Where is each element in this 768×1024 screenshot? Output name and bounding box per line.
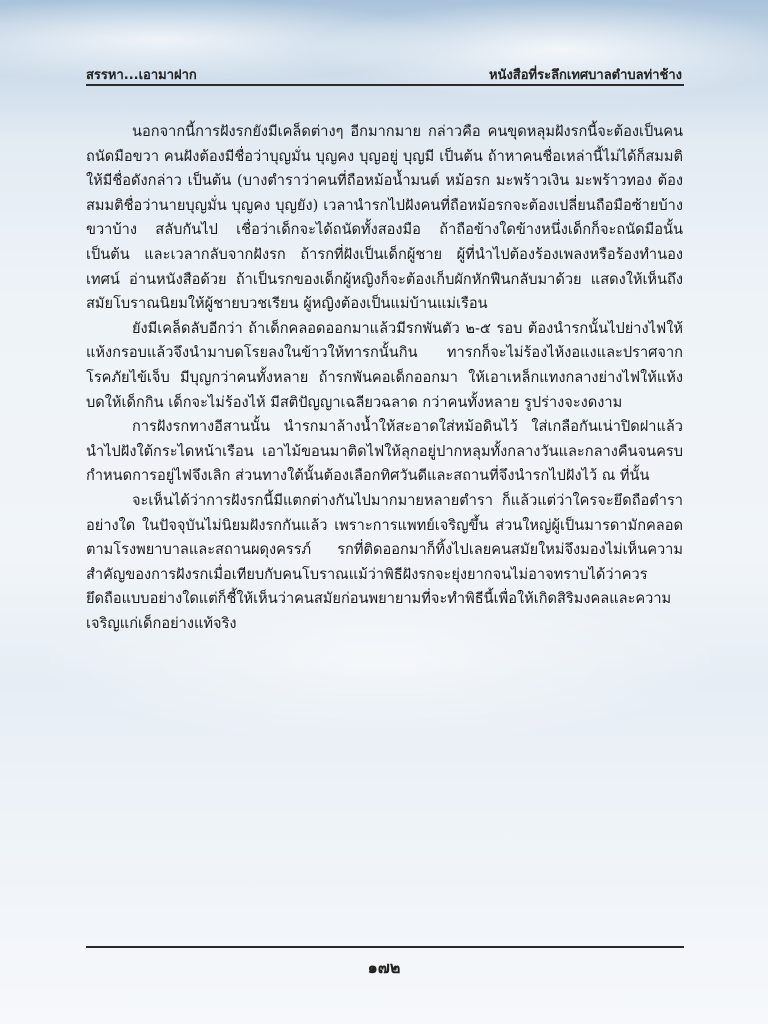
paragraph-umbilical-cord-beliefs: ยังมีเคล็ดลับอีกว่า ถ้าเด็กคลอดออกมาแล้วมีรกพันตัว ๒-๕ รอบ ต้องนำรกนั้นไปย่างไฟให้แห้งกรอบแล้วจึงนำมาบดโรยลงในข้าวให้ทารกนั้นกิน ทารกก็จะไม่ร้องไห้งอแงและปราศจากโรคภัยไข้เจ็บ มีบุญกว่าคนทั้งหลาย ถ้ารกพันคอเด็กออกมา ให้เอาเหล็กแทงกลางย่างไฟให้แห้งบดให้เด็กกิน เด็กจะไม่ร้องไห้ มีสติปัญญาเฉลียวฉลาด กว่าคนทั้งหลาย รูปร่างจะงดงาม (86, 319, 683, 411)
page-number: ๑๗๒ (367, 958, 401, 977)
article-body (86, 120, 683, 636)
footer-divider (86, 946, 684, 948)
header-book-title: หนังสือที่ระลึกเทศบาลตำบลท่าช้าง (488, 67, 682, 83)
running-header (86, 64, 682, 84)
paragraph-placenta-burial-customs: นอกจากนี้การฝังรกยังมีเคล็ดต่างๆ อีกมากมาย กล่าวคือ คนขุดหลุมฝังรกนี้จะต้องเป็นคนถนัดมือขวา คนฝังต้องมีชื่อว่าบุญมั่น บุญคง บุญอยู่ บุญมี เป็นต้น ถ้าหาคนชื่อเหล่านี้ไม่ได้ก็สมมติให้มีชื่อดังกล่าว เป็นต้น (บางตำราว่าคนที่ถือหม้อน้ำมนต์ หม้อรก มะพร้าวเงิน มะพร้าวทอง ต้องสมมติชื่อว่านายบุญมั่น บุญคง บุญยัง) เวลานำรกไปฝังคนที่ถือหม้อรกจะต้องเปลี่ยนถือมือซ้ายบ้าง ขวาบ้าง สลับกันไป เชื่อว่าเด็กจะได้ถนัดทั้งสองมือ ถ้าถือข้างใดข้างหนึ่งเด็กก็จะถนัดมือนั้น เป็นต้น และเวลากลับจากฝังรก ถ้ารกที่ฝังเป็นเด็กผู้ชาย ผู้ที่นำไปต้องร้องเพลงหรือร้องทำนองเทศน์ อ่านหนังสือด้วย ถ้าเป็นรกของเด็กผู้หญิงก็จะต้องเก็บผักหักฟืนกลับมาด้วย แสดงให้เห็นถึงสมัยโบราณนิยมให้ผู้ชายบวชเรียน ผู้หญิงต้องเป็นแม่บ้านแม่เรือน (86, 123, 683, 313)
header-section-title: สรรหา...เอามาฝาก (86, 67, 197, 83)
paragraph-conclusion: จะเห็นได้ว่าการฝังรกนี้มีแตกต่างกันไปมากมายหลายตำรา ก็แล้วแต่ว่าใครจะยึดถือตำราอย่างใด ในปัจจุบันไม่นิยมฝังรกกันแล้ว เพราะการแพทย์เจริญขึ้น ส่วนใหญ่ผู้เป็นมารดามักคลอดตามโรงพยาบาลและสถานผดุงครรภ์ รกที่ติดออกมาก็ทิ้งไปเลยคนสมัยใหม่จึงมองไม่เห็นความสำคัญของการฝังรกเมื่อเทียบกับคนโบราณแม้ว่าพิธีฝังรกจะยุ่งยากจนไม่อาจทราบได้ว่าควรยึดถือแบบอย่างใดแต่ก็ชี้ให้เห็นว่าคนสมัยก่อนพยายามที่จะทำพิธีนี้เพื่อให้เกิดสิริมงคลและความเจริญแก่เด็กอย่างแท้จริง (86, 491, 683, 632)
paragraph-isan-southern-practice: การฝังรกทางอีสานนั้น นำรกมาล้างน้ำให้สะอาดใส่หม้อดินไว้ ใส่เกลือกันเน่าปิดฝาแล้วนำไปฝังใต้กระไดหน้าเรือน เอาไม้ขอนมาติดไฟให้ลุกอยู่ปากหลุมทั้งกลางวันและกลางคืนจนครบกำหนดการอยู่ไฟจึงเลิก ส่วนทางใต้นั้นต้องเลือกทิศวันดีและสถานที่จึงนำรกไปฝังไว้ ณ ที่นั้น (86, 418, 683, 485)
header-divider (86, 84, 684, 86)
